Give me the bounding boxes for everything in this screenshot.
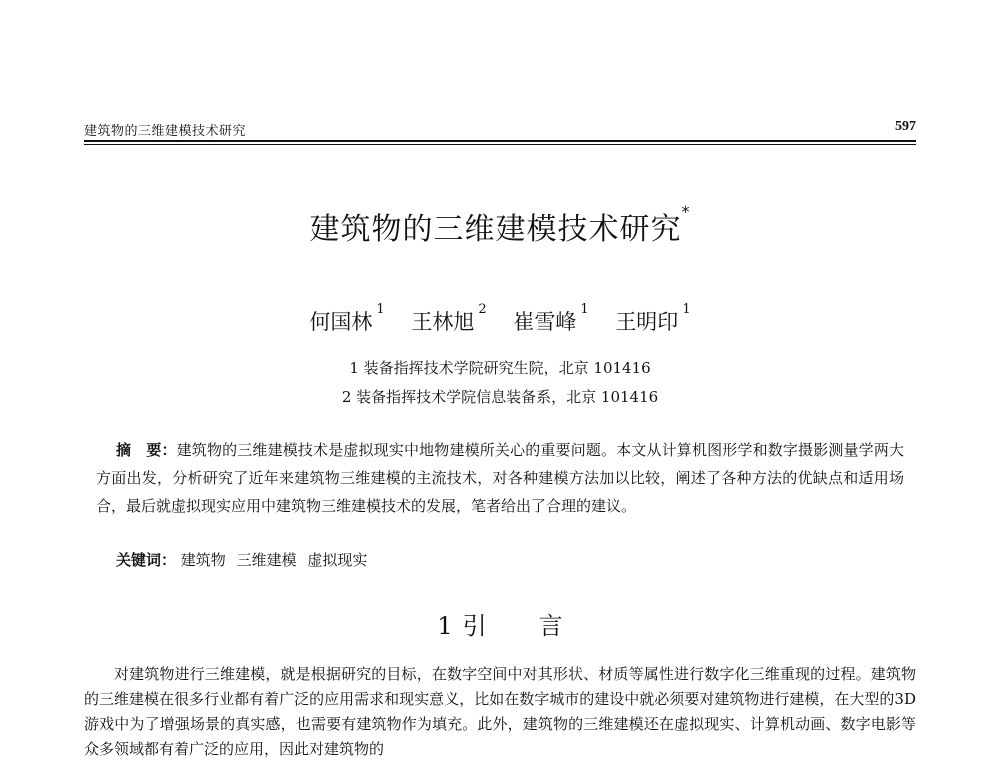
abstract <box>96 436 904 520</box>
author-list <box>0 302 1000 336</box>
author-name: 王林旭 <box>411 310 475 334</box>
keyword: 建筑物 <box>180 551 226 569</box>
section-heading <box>0 606 1000 641</box>
keyword: 虚拟现实 <box>307 551 368 569</box>
body-paragraph: 对建筑物进行三维建模，就是根据研究的目标，在数字空间中对其形状、材质等属性进行数字化三维重现的过程。建筑物的三维建模在很多行业都有着广泛的应用需求和现实意义，比如在数字城市的建设中就必须要对建筑物进行建模，在大型的3D游戏中为了增强场景的真实感，也需要有建筑物作为填充。此外，建筑物的三维建模还在虚拟现实、计算机动画、数字电影等众多领域都有着广泛的应用，因此对建筑物的 <box>84 665 916 758</box>
author <box>411 302 487 336</box>
abstract-label: 摘 要： <box>116 441 177 459</box>
paper-title <box>0 204 1000 248</box>
author <box>513 302 589 336</box>
keyword: 三维建模 <box>236 551 297 569</box>
affiliation-1: 1 装备指挥技术学院研究生院，北京 101416 <box>349 359 651 377</box>
section-title-char: 引 <box>462 612 539 640</box>
author <box>309 302 385 336</box>
section-title-char: 言 <box>538 612 563 640</box>
keywords <box>116 549 373 570</box>
author-affil-mark: 1 <box>376 302 385 317</box>
running-header <box>84 118 916 140</box>
title-footnote-mark: * <box>681 202 691 221</box>
section-number: 1 <box>437 612 453 640</box>
header-rule-thick <box>84 140 916 142</box>
keywords-label: 关键词： <box>116 551 177 569</box>
page-number: 597 <box>895 119 916 134</box>
author-affil-mark: 1 <box>682 302 691 317</box>
author <box>615 302 691 336</box>
author-name: 何国林 <box>309 310 373 334</box>
running-header-title: 建筑物的三维建模技术研究 <box>84 124 247 139</box>
paper-title-text: 建筑物的三维建模技术研究 <box>309 212 682 247</box>
author-name: 崔雪峰 <box>513 310 577 334</box>
abstract-text: 建筑物的三维建模技术是虚拟现实中地物建模所关心的重要问题。本文从计算机图形学和数字摄影测量学两大方面出发，分析研究了近年来建筑物三维建模的主流技术，对各种建模方法加以比较，阐述了各种方法的优缺点和适用场合，最后就虚拟现实应用中建筑物三维建模技术的发展，笔者给出了合理的建议。 <box>96 441 904 515</box>
author-affil-mark: 2 <box>478 302 487 317</box>
header-rule-thin <box>84 144 916 145</box>
author-name: 王明印 <box>615 310 679 334</box>
affiliation-2: 2 装备指挥技术学院信息装备系，北京 101416 <box>341 388 659 406</box>
author-affil-mark: 1 <box>580 302 589 317</box>
